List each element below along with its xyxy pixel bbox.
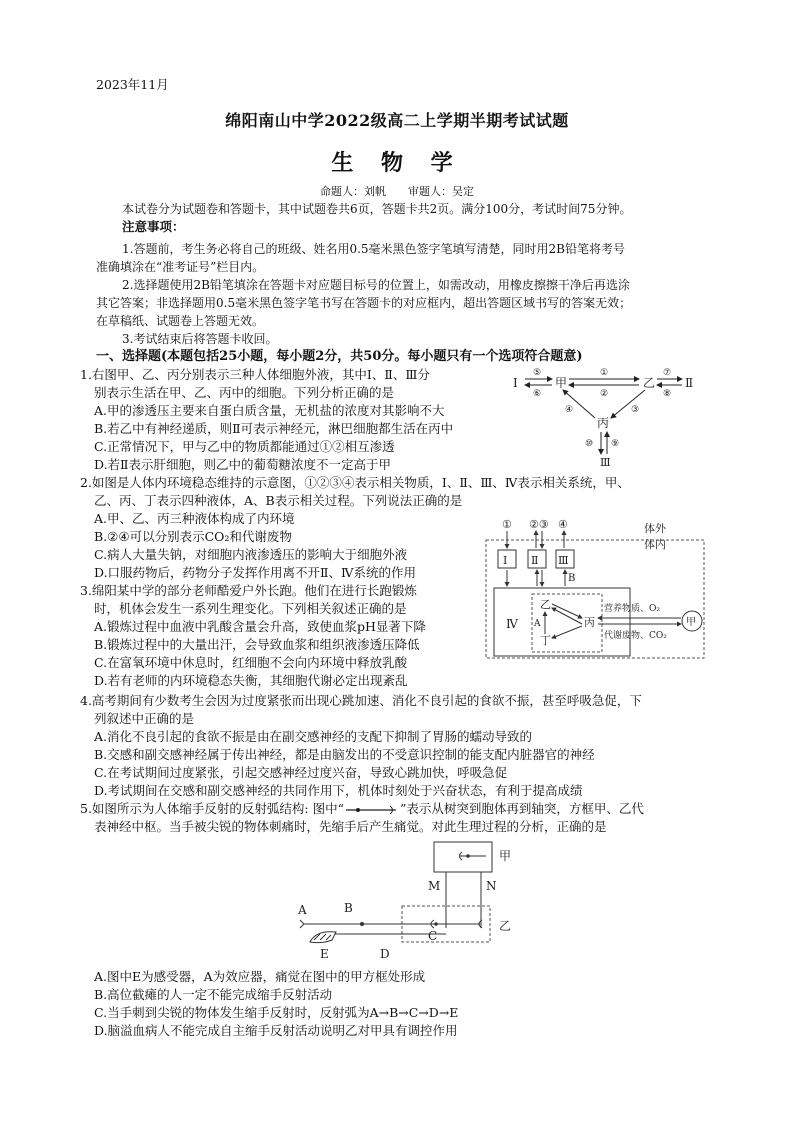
- q1-option-d: D.若Ⅱ表示肝细胞，则乙中的葡萄糖浓度不一定高于甲: [94, 457, 392, 472]
- notice-1b: 准确填涂在“准考证号”栏目内。: [96, 260, 265, 274]
- notice-title: 注意事项：: [122, 219, 185, 234]
- exam-title: 绵阳南山中学2022级高二上学期半期考试试题: [225, 111, 569, 130]
- notice-1a: 1.答题前，考生务必将自己的班级、姓名用0.5毫米黑色签字笔填写清楚，同时用2B铅笔将考号: [122, 242, 625, 256]
- q5-label-C: C: [428, 929, 438, 943]
- q5-label-B: B: [344, 901, 353, 915]
- q3-option-b: B.锻炼过程中的大量出汗，会导致血浆和组织液渗透压降低: [94, 637, 420, 652]
- q1-stem-1: 1.右图甲、乙、丙分别表示三种人体细胞外液，其中Ⅰ、Ⅱ、Ⅲ分: [80, 367, 430, 382]
- q2-system-IV: Ⅳ: [506, 617, 518, 631]
- q2-circ-1: ①: [502, 518, 512, 531]
- q2-option-c: C.病人大量失钠，对细胞内液渗透压的影响大于细胞外液: [94, 547, 408, 562]
- q3-option-d: D.若有老师的内环境稳态失衡，其细胞代谢必定出现紊乱: [94, 673, 408, 688]
- q1-circ-2: ②: [600, 389, 609, 399]
- q1-option-b: B.若乙中有神经递质，则Ⅱ可表示神经元，淋巴细胞都生活在丙中: [94, 421, 454, 436]
- q1-option-a: A.甲的渗透压主要来自蛋白质含量，无机盐的浓度对其影响不大: [94, 403, 445, 418]
- q5-stem-1a: [80, 800, 644, 818]
- section-heading: 一、选择题(本题包括25小题，每小题2分，共50分。每小题只有一个选项符合题意): [96, 349, 583, 364]
- q2-cell-jia: 甲: [686, 617, 696, 628]
- q4-option-b: B.交感和副交感神经属于传出神经，都是由脑发出的不受意识控制的能支配内脏器官的神经: [94, 747, 595, 762]
- q5-option-d: D.脑溢血病人不能完成自主缩手反射活动说明乙对甲具有调控作用: [94, 1023, 458, 1038]
- q1-circ-7: ⑦: [663, 368, 672, 378]
- q4-stem-2: 列叙述中正确的是: [94, 711, 195, 726]
- q5-label-A: A: [298, 903, 307, 917]
- q2-option-d: D.口服药物后，药物分子发挥作用离不开Ⅱ、Ⅳ系统的作用: [94, 565, 417, 580]
- q2-fluid-ding: 丁: [540, 634, 551, 647]
- q5-stem-1b-text: ”表示从树突到胞体再到轴突，方框甲、乙代: [400, 801, 644, 816]
- q1-label-I: Ⅰ: [513, 376, 518, 390]
- q2-process-A: A: [534, 619, 541, 629]
- q1-circ-8: ⑧: [663, 389, 672, 399]
- q4-stem-1: 4.高考期间有少数考生会因为过度紧张而出现心跳加速、消化不良引起的食欲不振，甚至呼吸急促，下: [80, 693, 642, 708]
- exam-date: 2023年11月: [96, 77, 169, 92]
- q2-circ-4: ④: [558, 518, 568, 531]
- q5-label-N: N: [486, 879, 497, 893]
- q2-homeostasis-diagram: [484, 514, 710, 664]
- q1-option-c: C.正常情况下，甲与乙中的物质都能通过①②相互渗透: [94, 439, 395, 454]
- q5-label-jia: 甲: [499, 849, 512, 863]
- q2-system-I: Ⅰ: [503, 554, 508, 567]
- q5-reflex-arc-diagram: [296, 838, 526, 966]
- notice-2c: 在草稿纸、试题卷上答题无效。: [96, 314, 265, 328]
- q1-fluid-diagram: [505, 362, 705, 472]
- q5-stem-2: 表神经中枢。当手被尖锐的物体刺痛时，先缩手后产生痛觉。对此生理过程的分析，正确的是: [94, 819, 607, 834]
- q1-circ-4: ④: [565, 405, 574, 415]
- q1-circ-10: ⑩: [585, 439, 594, 449]
- q5-label-M: M: [428, 879, 441, 893]
- q1-stem-2: 别表示生活在甲、乙、丙中的细胞。下列分析正确的是: [94, 385, 395, 400]
- q2-stem-2: 乙、丙、丁表示四种液体，A、B表示相关过程。下列说法正确的是: [94, 493, 463, 508]
- q1-circ-6: ⑥: [533, 389, 542, 399]
- q1-circ-5: ⑤: [533, 368, 542, 378]
- neuron-symbol-icon: [344, 805, 400, 815]
- intro-line: 本试卷分为试题卷和答题卡，其中试题卷共6页，答题卡共2页。满分100分，考试时间75分钟。: [122, 202, 632, 216]
- q1-label-II: Ⅱ: [685, 376, 694, 390]
- q1-label-III: Ⅲ: [600, 456, 611, 469]
- q5-label-E: E: [320, 947, 329, 961]
- q2-stem-1: 2.如图是人体内环境稳态维持的示意图，①②③④表示相关物质，Ⅰ、Ⅱ、Ⅲ、Ⅳ表示相关系统，甲、: [80, 475, 630, 490]
- q1-label-jia: 甲: [555, 376, 568, 390]
- q4-option-a: A.消化不良引起的食欲不振是由在副交感神经的支配下抑制了胃肠的蠕动导致的: [94, 729, 533, 744]
- q2-fluid-yi: 乙: [540, 598, 551, 611]
- q2-outside: 体外: [644, 522, 666, 535]
- q5-option-a: A.图中E为感受器，A为效应器，痛觉在图中的甲方框处形成: [94, 969, 426, 984]
- q4-option-d: D.考试期间在交感和副交感神经的共同作用下，机体时刻处于兴奋状态，有利于提高成绩: [94, 783, 583, 798]
- q2-system-II: Ⅱ: [531, 554, 539, 567]
- notice-2a: 2.选择题使用2B铅笔填涂在答题卡对应题目标号的位置上，如需改动，用橡皮擦擦干净后再选涂: [122, 278, 630, 292]
- notice-3: 3.考试结束后将答题卡收回。: [122, 332, 278, 346]
- q2-waste: 代谢废物、CO₂: [604, 631, 667, 641]
- q4-option-c: C.在考试期间过度紧张，引起交感神经过度兴奋，导致心跳加快，呼吸急促: [94, 765, 508, 780]
- q3-stem-1: 3.绵阳某中学的部分老师酷爱户外长跑。他们在进行长跑锻炼: [80, 583, 417, 598]
- q2-option-b: B.②④可以分别表示CO₂和代谢废物: [94, 529, 292, 544]
- subject-title: 生 物 学: [331, 150, 463, 176]
- q5-stem-1a-text: 5.如图所示为人体缩手反射的反射弧结构: 图中“: [80, 801, 345, 816]
- q1-circ-9: ⑨: [611, 439, 620, 449]
- authors-line: 命题人：刘帆 审题人：吴定: [320, 185, 474, 198]
- q5-option-c: C.当手刺到尖锐的物体发生缩手反射时，反射弧为A→B→C→D→E: [94, 1005, 459, 1020]
- q2-system-III: Ⅲ: [558, 554, 569, 567]
- q2-option-a: A.甲、乙、丙三种液体构成了内环境: [94, 511, 295, 526]
- q1-circ-3: ③: [631, 405, 640, 415]
- q2-circ-23: ②③: [529, 518, 549, 531]
- q5-label-yi: 乙: [499, 919, 512, 933]
- q5-option-b: B.高位截瘫的人一定不能完成缩手反射活动: [94, 987, 333, 1002]
- q3-stem-2: 时，机体会发生一系列生理变化。下列相关叙述正确的是: [94, 601, 407, 616]
- q2-process-B: B: [568, 573, 576, 584]
- notice-2b: 其它答案；非选择题用0.5毫米黑色签字笔书写在答题卡的对应框内，超出答题区域书写的答案无效；: [96, 296, 632, 310]
- q3-option-c: C.在富氧环境中休息时，红细胞不会向内环境中释放乳酸: [94, 655, 408, 670]
- q1-circ-1: ①: [600, 368, 609, 378]
- q2-inside: 体内: [644, 538, 666, 551]
- q5-label-D: D: [380, 947, 390, 961]
- q1-label-yi: 乙: [643, 376, 656, 390]
- q2-fluid-bing: 丙: [584, 616, 595, 629]
- q2-nutrients: 营养物质、O₂: [604, 604, 660, 614]
- q3-option-a: A.锻炼过程中血液中乳酸含量会升高，致使血浆pH显著下降: [94, 619, 426, 634]
- q1-label-bing: 丙: [597, 416, 610, 430]
